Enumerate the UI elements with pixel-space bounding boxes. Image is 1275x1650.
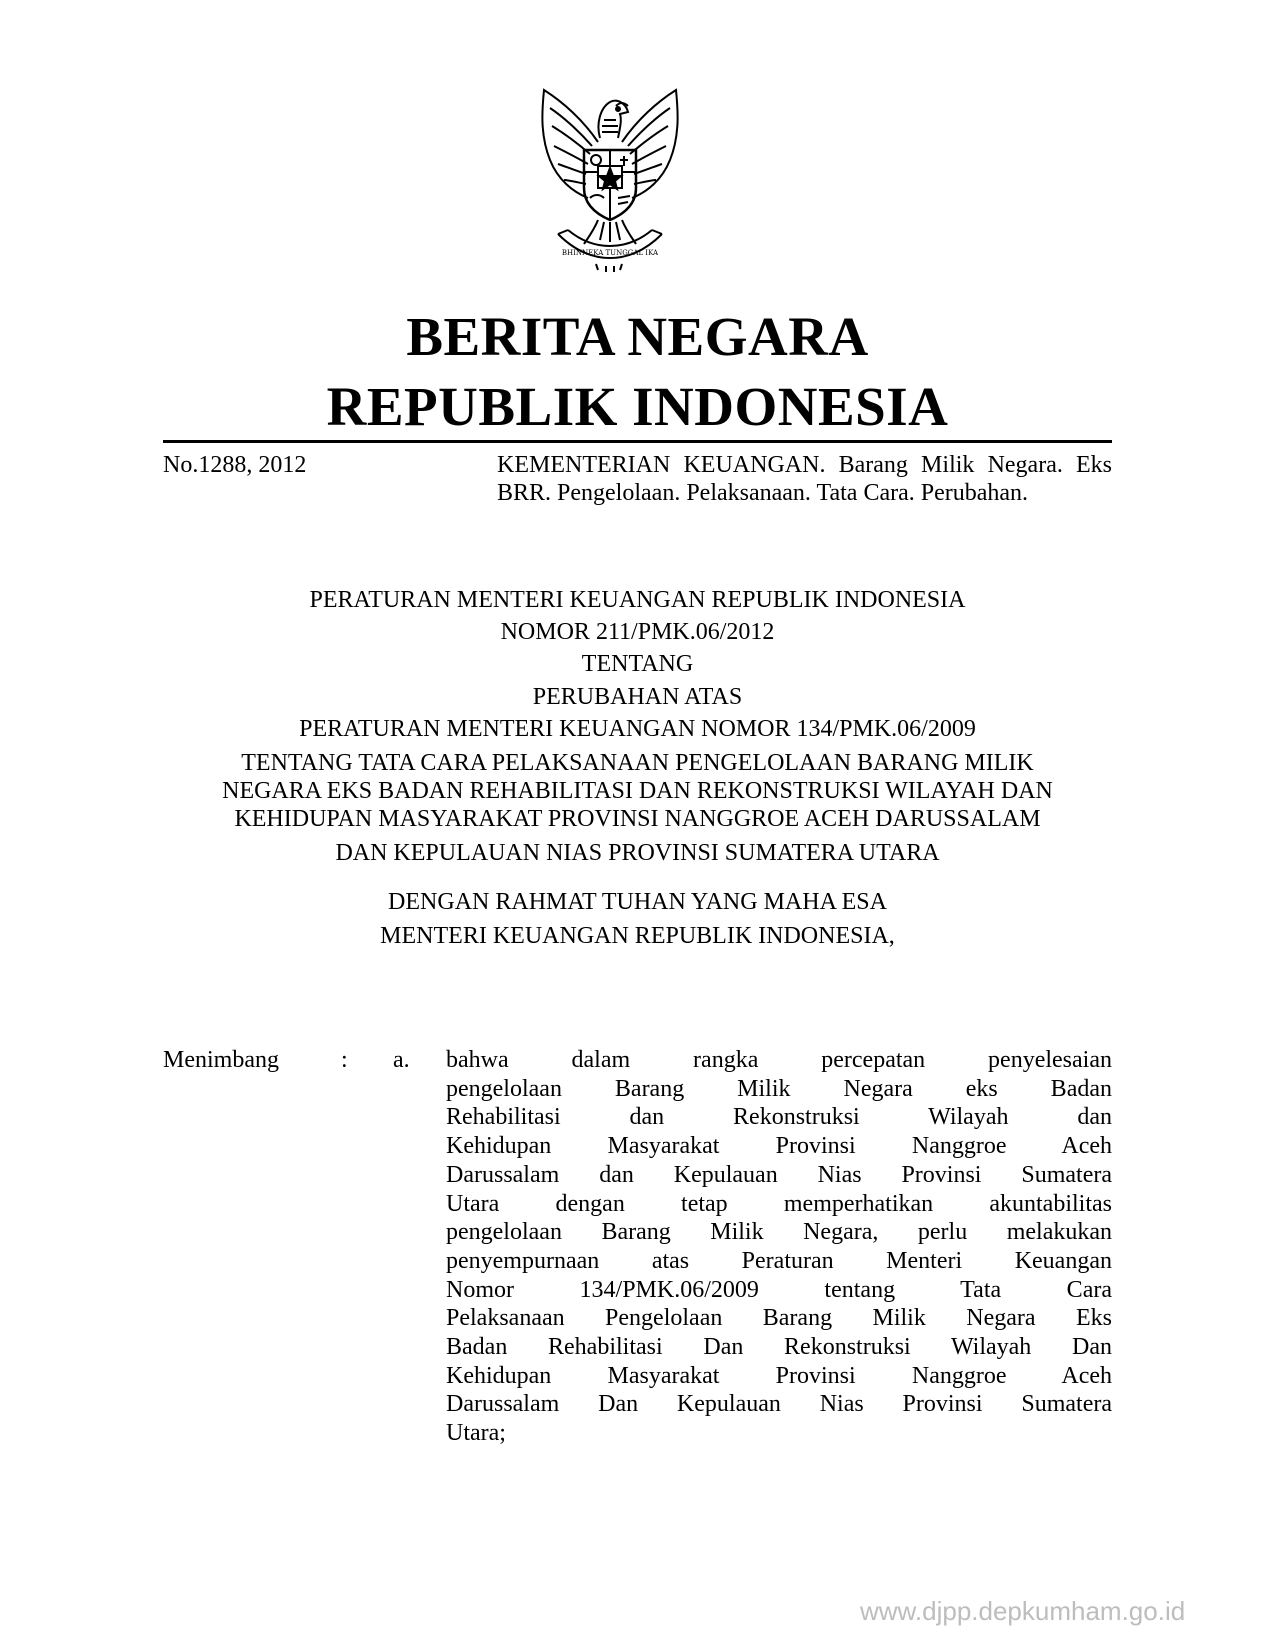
menimbang-colon: : <box>341 1047 348 1073</box>
regulation-number: NOMOR 211/PMK.06/2012 <box>500 619 775 645</box>
consideration-line: Pelaksanaan Pengelolaan Barang Milik Negara Eks <box>446 1305 1112 1332</box>
menimbang-label: Menimbang <box>163 1047 279 1073</box>
regulation-amended-title: PERATURAN MENTERI KEUANGAN NOMOR 134/PMK.06/2009 <box>299 716 976 742</box>
regulation-about: TENTANG <box>581 651 694 677</box>
consideration-line: pengelolaan Barang Milik Negara eks Badan <box>446 1075 1112 1102</box>
consideration-line: Darussalam Dan Kepulauan Nias Provinsi Sumatera <box>446 1391 1112 1418</box>
consideration-line: Rehabilitasi dan Rekonstruksi Wilayah dan <box>446 1104 1112 1131</box>
regulation-subject-line: KEHIDUPAN MASYARAKAT PROVINSI NANGGROE ACEH DARUSSALAM <box>234 806 1041 832</box>
header-divider <box>163 440 1112 443</box>
consideration-line: Darussalam dan Kepulauan Nias Provinsi Sumatera <box>446 1161 1112 1188</box>
gazette-subject <box>497 451 1112 507</box>
garuda-emblem-icon <box>528 80 692 276</box>
consideration-line: Kehidupan Masyarakat Provinsi Nanggroe Aceh <box>446 1362 1112 1389</box>
consideration-line: Kehidupan Masyarakat Provinsi Nanggroe Aceh <box>446 1133 1112 1160</box>
consideration-line: Badan Rehabilitasi Dan Rekonstruksi Wilayah Dan <box>446 1334 1112 1361</box>
gazette-subject-line: KEMENTERIAN KEUANGAN. Barang Milik <box>497 452 988 478</box>
source-watermark: www.djpp.depkumham.go.id <box>860 1596 1186 1626</box>
consideration-text <box>446 1046 1112 1448</box>
gazette-title-line1: BERITA NEGARA <box>406 306 869 367</box>
consideration-line: Utara; <box>446 1420 506 1447</box>
regulation-subject-line: DAN KEPULAUAN NIAS PROVINSI SUMATERA UTARA <box>335 840 940 866</box>
regulation-title: PERATURAN MENTERI KEUANGAN REPUBLIK INDONESIA <box>309 587 966 613</box>
regulation-subject-line: NEGARA EKS BADAN REHABILITASI DAN REKONSTRUKSI WILAYAH DAN <box>222 778 1053 804</box>
regulation-amendment: PERUBAHAN ATAS <box>532 684 743 710</box>
invocation: DENGAN RAHMAT TUHAN YANG MAHA ESA <box>388 889 887 915</box>
minister-title: MENTERI KEUANGAN REPUBLIK INDONESIA, <box>380 923 895 949</box>
consideration-line: Nomor 134/PMK.06/2009 tentang Tata Cara <box>446 1276 1112 1303</box>
consideration-letter: a. <box>393 1047 410 1073</box>
consideration-line: bahwa dalam rangka percepatan penyelesaian <box>446 1047 1112 1073</box>
consideration-line: Utara dengan tetap memperhatikan akuntabilitas <box>446 1190 1112 1217</box>
consideration-line: penyempurnaan atas Peraturan Menteri Keuangan <box>446 1247 1112 1274</box>
emblem-motto: BHINNEKA TUNGGAL IKA <box>561 249 659 257</box>
gazette-number: No.1288, 2012 <box>163 452 307 478</box>
gazette-subject-line: Negara. Eks BRR. Pengelolaan. Pelaksanaan. <box>497 452 1112 506</box>
gazette-subject-line: Tata Cara. Perubahan. <box>816 480 1029 506</box>
regulation-subject-line: TENTANG TATA CARA PELAKSANAAN PENGELOLAAN BARANG MILIK <box>241 750 1034 776</box>
gazette-title-line2: REPUBLIK INDONESIA <box>326 376 949 437</box>
consideration-line: pengelolaan Barang Milik Negara, perlu melakukan <box>446 1219 1112 1246</box>
